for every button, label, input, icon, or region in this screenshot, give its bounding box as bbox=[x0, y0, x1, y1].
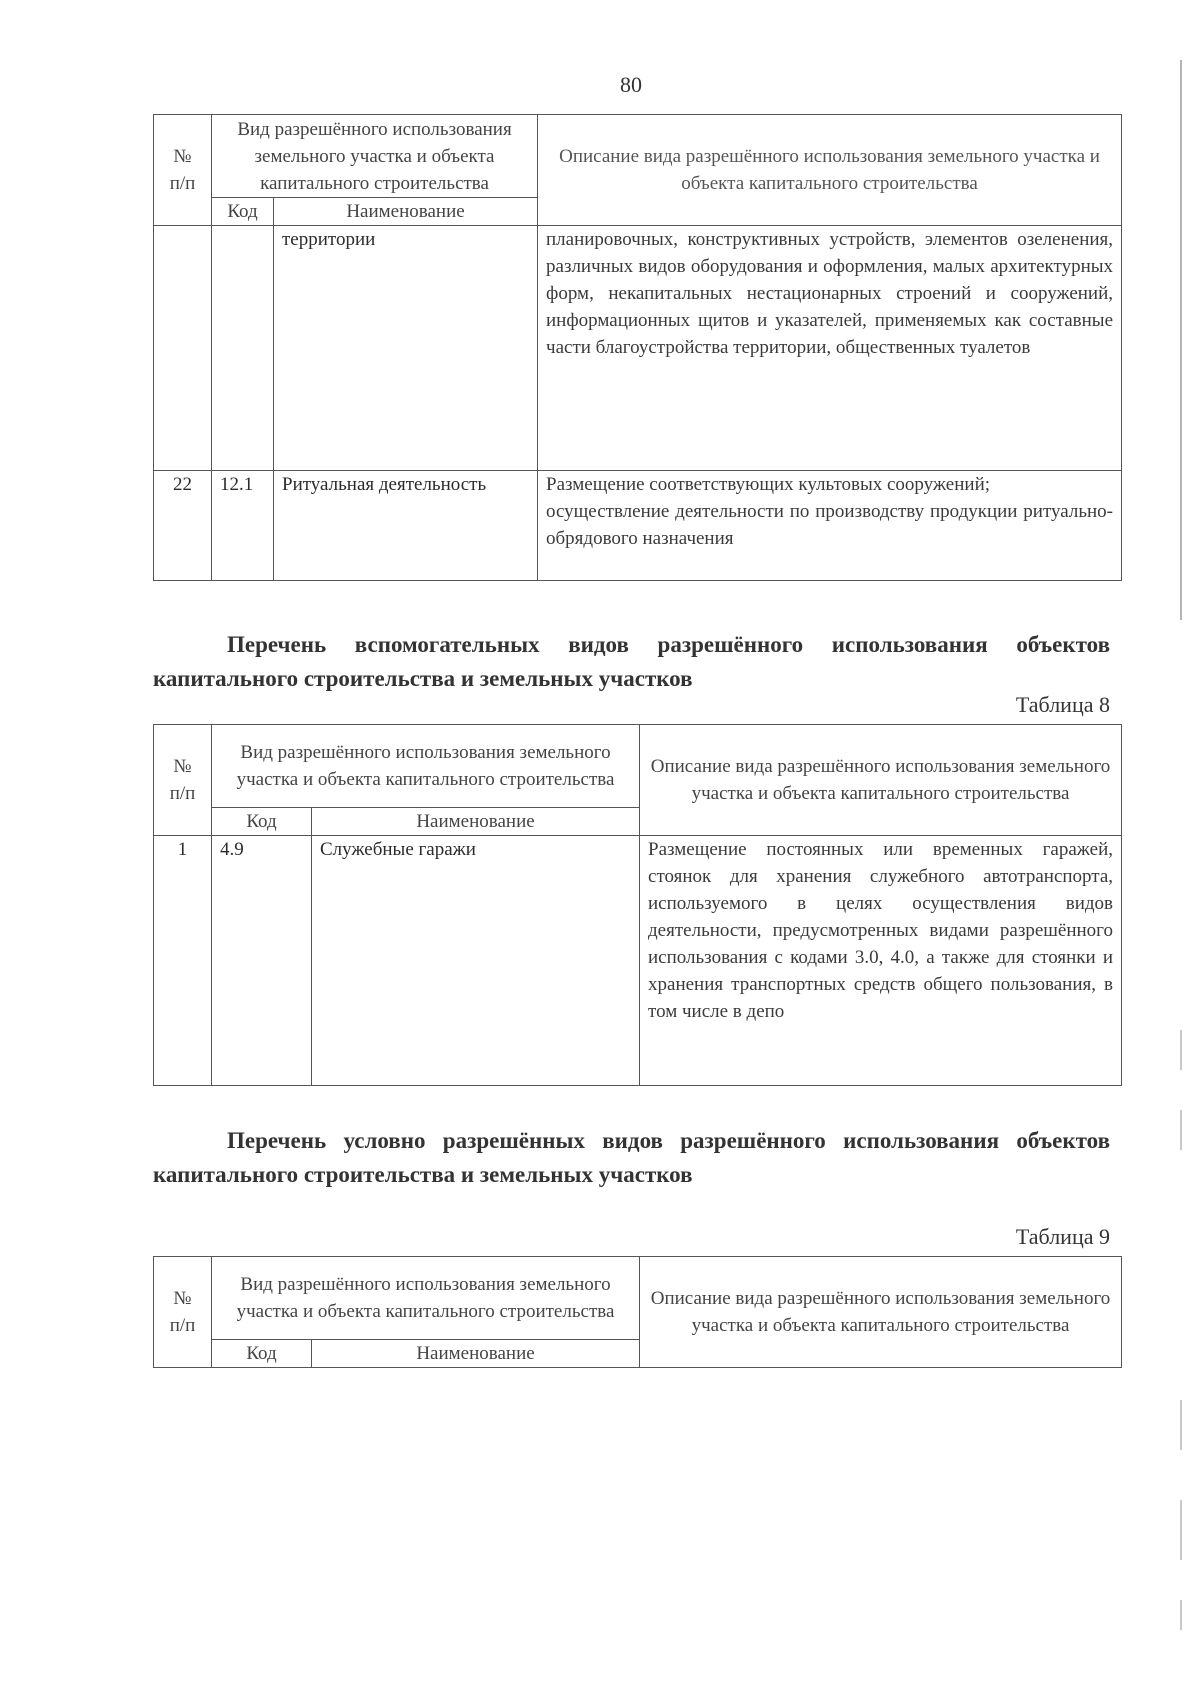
table-row bbox=[154, 836, 1122, 1086]
row-num bbox=[154, 226, 212, 471]
row-name: Ритуальная деятельность bbox=[274, 471, 538, 581]
header-description: Описание вида разрешённого использования земельного участка и объекта капитального строительства bbox=[538, 115, 1122, 226]
header-vid: Вид разрешённого использования земельного участка и объекта капитального строительства bbox=[212, 1257, 640, 1340]
scan-edge-mark bbox=[1180, 1110, 1182, 1150]
table-9 bbox=[153, 1256, 1122, 1368]
table-8-label: Таблица 8 bbox=[1015, 692, 1110, 717]
scan-edge-mark bbox=[1180, 1030, 1182, 1070]
header-name: Наименование bbox=[312, 1340, 640, 1368]
row-description: Размещение постоянных или временных гаражей, стоянок для хранения служебного автотранспорта, используемого в целях осуществления видов деятельности, предусмотренных видами разрешённого использования с кодами 3.0, 4.0, а также для стоянки и хранения транспортных средств общего пользования, в том числе в депо bbox=[640, 836, 1122, 1086]
scan-edge-mark bbox=[1180, 1400, 1182, 1450]
page-number: 80 bbox=[620, 72, 642, 97]
header-name: Наименование bbox=[274, 198, 538, 226]
header-code: Код bbox=[212, 1340, 312, 1368]
header-code: Код bbox=[212, 808, 312, 836]
header-description: Описание вида разрешённого использования земельного участка и объекта капитального строительства bbox=[640, 1257, 1122, 1368]
table-row bbox=[154, 226, 1122, 471]
row-name: территории bbox=[274, 226, 538, 471]
row-code: 4.9 bbox=[212, 836, 312, 1086]
header-vid: Вид разрешённого использования земельного участка и объекта капитального строительства bbox=[212, 115, 538, 198]
row-num: 22 bbox=[154, 471, 212, 581]
row-description: планировочных, конструктивных устройств, элементов озеленения, различных видов оборудования и оформления, малых архитектурных форм, некапитальных нестационарных строений и сооружений, информационных щитов и указателей, применяемых как составные части благоустройства территории, общественных туалетов bbox=[538, 226, 1122, 471]
header-vid: Вид разрешённого использования земельного участка и объекта капитального строительства bbox=[212, 725, 640, 808]
header-num: № п/п bbox=[154, 115, 212, 226]
header-code: Код bbox=[212, 198, 274, 226]
table-8 bbox=[153, 724, 1122, 1086]
row-description-line1: Размещение соответствующих культовых сооружений; bbox=[546, 474, 991, 495]
table-continued bbox=[153, 114, 1122, 581]
header-num: № п/п bbox=[154, 1257, 212, 1368]
scan-edge-mark bbox=[1180, 1600, 1182, 1630]
header-num: № п/п bbox=[154, 725, 212, 836]
scan-edge-mark bbox=[1180, 1500, 1182, 1560]
table-9-label: Таблица 9 bbox=[1015, 1224, 1110, 1249]
row-description bbox=[538, 471, 1122, 581]
row-description-line2: осуществление деятельности по производству продукции ритуально-обрядового назначения bbox=[546, 501, 1114, 549]
scan-edge-mark bbox=[1180, 60, 1182, 620]
row-name: Служебные гаражи bbox=[312, 836, 640, 1086]
row-code bbox=[212, 226, 274, 471]
heading-conditional-uses: Перечень условно разрешённых видов разрешённого использования объектов капитального строительства и земельных участков bbox=[153, 1128, 1110, 1187]
table-row bbox=[154, 471, 1122, 581]
header-description: Описание вида разрешённого использования земельного участка и объекта капитального строительства bbox=[640, 725, 1122, 836]
header-name: Наименование bbox=[312, 808, 640, 836]
row-code: 12.1 bbox=[212, 471, 274, 581]
row-num: 1 bbox=[154, 836, 212, 1086]
heading-auxiliary-uses: Перечень вспомогательных видов разрешённого использования объектов капитального строительства и земельных участков bbox=[153, 632, 1110, 691]
